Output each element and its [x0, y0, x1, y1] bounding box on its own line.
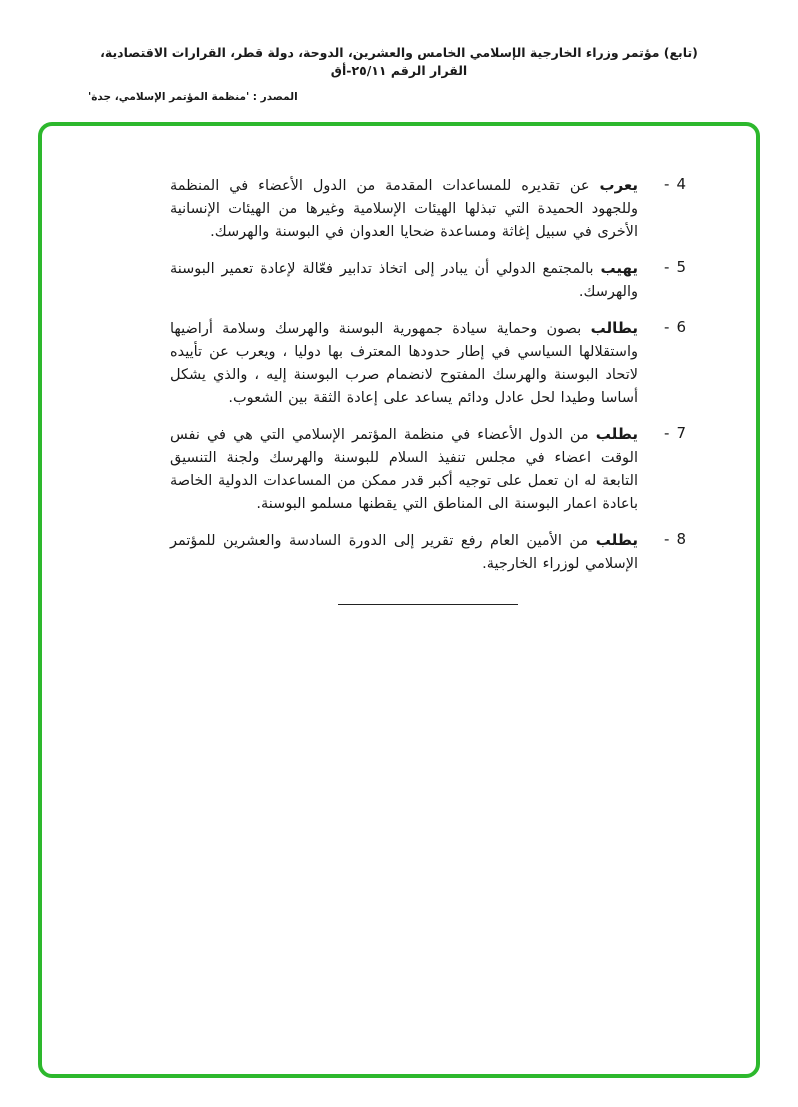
- item-body: من الأمين العام رفع تقرير إلى الدورة السادسة والعشرين للمؤتمر الإسلامي لوزراء الخارجية.: [170, 533, 638, 572]
- item-dash: -: [664, 424, 670, 442]
- item-dash: -: [664, 318, 670, 336]
- item-body: بصون وحماية سيادة جمهورية البوسنة والهرسك وسلامة أراضيها واستقلالها السياسي في إطار حدودها المعترف بها دوليا ، ويعرب عن تأييده لاتحاد البوسنة والهرسك المفتوح لانضمام صرب البوسنة إليه ، والذي يشكل أساسا وطيدا لحل عادل ودائم يساعد على إعادة الثقة بين الشعوب.: [170, 321, 638, 406]
- item-lead-word: يطالب: [590, 319, 639, 337]
- item-text: [170, 529, 638, 576]
- item-number: [646, 317, 686, 410]
- item-dash: -: [664, 258, 670, 276]
- item-lead-word: يعرب: [599, 176, 639, 194]
- item-lead-word: يطلب: [595, 425, 638, 443]
- item-number-value: 8: [676, 530, 686, 548]
- item-number-value: 7: [676, 424, 686, 442]
- end-divider: [338, 604, 518, 605]
- header-source: المصدر : 'منظمة المؤتمر الإسلامي، جدة': [88, 91, 298, 103]
- item-body: بالمجتمع الدولي أن يبادر إلى اتخاذ تدابير فعّالة لإعادة تعمير البوسنة والهرسك.: [170, 261, 638, 300]
- page-frame: [38, 122, 760, 1078]
- item-text: [170, 423, 638, 516]
- resolution-item: [170, 174, 686, 244]
- item-body: من الدول الأعضاء في منظمة المؤتمر الإسلامي التي هي في نفس الوقت اعضاء في مجلس تنفيذ السلام للبوسنة والهرسك ولجنة التنسيق التابعة له ان تعمل على توجيه أكبر قدر ممكن من المساعدات الدولية الخاصة باعادة اعمار البوسنة الى المناطق التي يقطنها مسلمو البوسنة.: [170, 427, 638, 512]
- item-number-value: 5: [676, 258, 686, 276]
- item-dash: -: [664, 530, 670, 548]
- item-text: [170, 257, 638, 304]
- item-number: [646, 257, 686, 304]
- item-body: عن تقديره للمساعدات المقدمة من الدول الأعضاء في المنظمة وللجهود الحميدة التي تبذلها الهيئات الإسلامية وغيرها من الهيئات الإنسانية الأخرى في سبيل إغاثة ومساعدة ضحايا العدوان في البوسنة والهرسك.: [170, 178, 638, 240]
- item-dash: -: [664, 175, 670, 193]
- item-lead-word: يطلب: [595, 531, 639, 549]
- resolution-item: [170, 257, 686, 304]
- resolution-item: [170, 529, 686, 576]
- resolution-item: [170, 423, 686, 516]
- item-lead-word: يهيب: [600, 259, 638, 277]
- item-number-value: 4: [676, 175, 686, 193]
- resolution-clauses: [170, 174, 686, 605]
- item-number: [646, 174, 686, 244]
- item-number: [646, 529, 686, 576]
- item-number-value: 6: [676, 318, 686, 336]
- header-title: (تابع) مؤتمر وزراء الخارجية الإسلامي الخامس والعشرين، الدوحة، دولة قطر، القرارات الاقتصادية، القرار الرقم ٢٥/١١-أق: [100, 45, 698, 78]
- document-header: [88, 44, 710, 103]
- resolution-item: [170, 317, 686, 410]
- item-text: [170, 317, 638, 410]
- item-text: [170, 174, 638, 244]
- item-number: [646, 423, 686, 516]
